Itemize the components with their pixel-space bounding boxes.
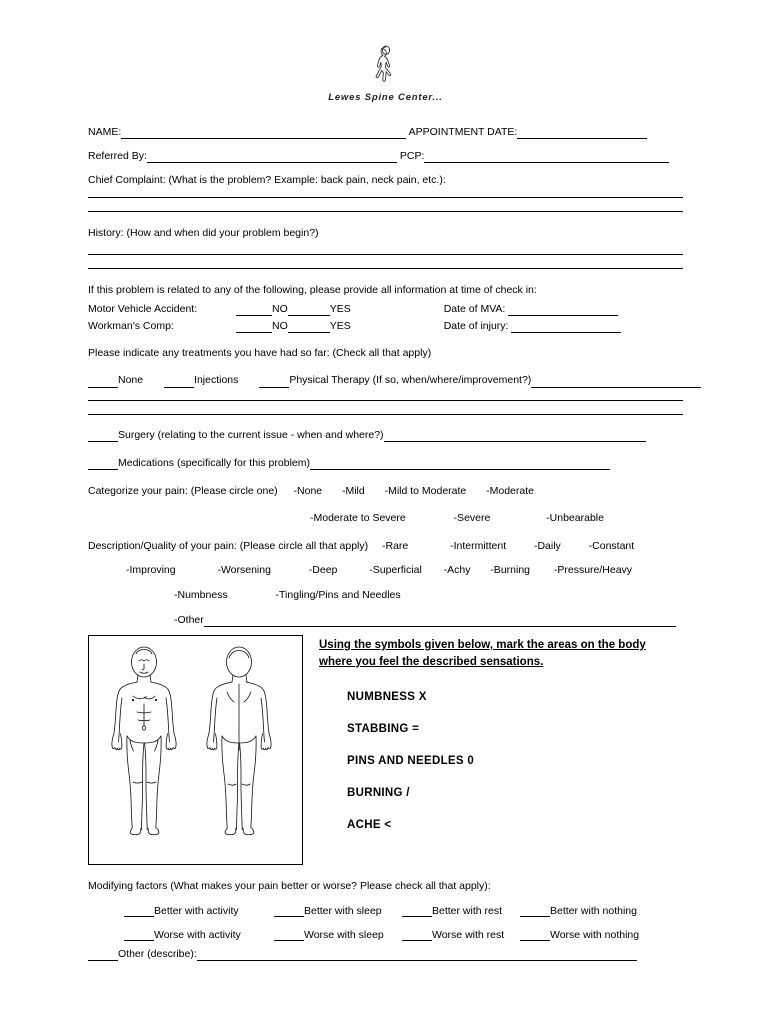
clinic-logo — [88, 28, 683, 103]
worse-activity-blank[interactable] — [124, 929, 154, 941]
human-body-front-back-figure-icon — [89, 636, 302, 864]
pain-category-section — [88, 484, 683, 525]
pain-category-row2 — [88, 511, 683, 525]
name-row — [88, 125, 683, 139]
injury-date-input[interactable] — [511, 321, 621, 333]
history-section — [88, 226, 683, 269]
referred-by-input[interactable] — [147, 151, 397, 163]
wc-yes-label: YES — [329, 320, 351, 333]
quality-intermittent[interactable]: -Intermittent — [450, 540, 507, 553]
better-nothing-blank[interactable] — [520, 905, 550, 917]
better-activity-blank[interactable] — [124, 905, 154, 917]
modifying-other-blank[interactable] — [88, 949, 118, 961]
worse-row — [88, 929, 683, 941]
injury-date-label: Date of injury: — [443, 320, 512, 333]
pain-option-unbearable[interactable]: -Unbearable — [546, 512, 604, 525]
quality-tingling[interactable]: -Tingling/Pins and Needles — [275, 588, 401, 601]
better-nothing-option[interactable] — [520, 905, 650, 917]
workmans-comp-row — [88, 319, 683, 333]
quality-improving[interactable]: -Improving — [126, 564, 176, 577]
referred-row — [88, 149, 683, 163]
modifying-intro: Modifying factors (What makes your pain better or worse? Please check all that apply): — [88, 879, 491, 892]
related-section — [88, 283, 683, 334]
pain-option-mild[interactable]: -Mild — [341, 484, 365, 497]
pain-category-label: Categorize your pain: (Please circle one) — [88, 484, 278, 497]
chief-complaint-line-1[interactable] — [88, 197, 683, 198]
quality-numbness[interactable]: -Numbness — [174, 588, 228, 601]
appointment-label: APPOINTMENT DATE: — [408, 126, 518, 138]
pain-quality-other-row — [88, 613, 683, 627]
worse-rest-label: Worse with rest — [432, 929, 505, 942]
quality-achy[interactable]: -Achy — [443, 564, 471, 577]
better-sleep-blank[interactable] — [274, 905, 304, 917]
pain-quality-row2 — [88, 563, 683, 577]
appointment-date-input[interactable] — [517, 127, 647, 139]
quality-burning[interactable]: -Burning — [490, 564, 531, 577]
pain-quality-row3 — [88, 588, 683, 602]
mva-no-label: NO — [272, 302, 288, 315]
pcp-input[interactable] — [424, 151, 669, 163]
medications-row — [88, 456, 683, 470]
mva-yes-label: YES — [329, 302, 351, 315]
history-line-1[interactable] — [88, 254, 683, 255]
treatment-injections-label: Injections — [194, 374, 239, 387]
mva-yes-blank[interactable] — [288, 304, 330, 316]
worse-activity-label: Worse with activity — [154, 929, 241, 942]
spine-figure-icon — [356, 44, 416, 90]
pcp-label: PCP: — [399, 150, 425, 163]
treatments-section — [88, 346, 683, 470]
modifying-factors-section — [88, 879, 683, 961]
mva-no-blank[interactable] — [236, 304, 272, 316]
workmans-comp-label: Workman's Comp: — [88, 320, 174, 333]
treatment-none-label: None — [118, 374, 144, 387]
pain-option-none[interactable]: -None — [293, 484, 323, 497]
chief-complaint-label: Chief Complaint: (What is the problem? Example: back pain, neck pain, etc.): — [88, 174, 446, 187]
mva-label: Motor Vehicle Accident: — [88, 302, 198, 315]
name-label: NAME: — [88, 126, 122, 138]
injections-checkbox-blank[interactable] — [164, 376, 194, 388]
surgery-row — [88, 428, 683, 442]
better-activity-label: Better with activity — [154, 905, 239, 918]
quality-pressure-heavy[interactable]: -Pressure/Heavy — [553, 564, 633, 577]
better-activity-option[interactable] — [88, 905, 274, 917]
worse-nothing-option[interactable] — [520, 929, 650, 941]
quality-other-input[interactable] — [204, 615, 676, 627]
better-row — [88, 905, 683, 917]
better-sleep-label: Better with sleep — [304, 905, 382, 918]
symbol-stabbing: STABBING = — [347, 723, 420, 736]
better-rest-label: Better with rest — [432, 905, 503, 918]
pt-detail-input[interactable] — [531, 376, 701, 388]
surgery-input[interactable] — [384, 430, 646, 442]
quality-constant[interactable]: -Constant — [588, 540, 635, 553]
chief-complaint-line-2[interactable] — [88, 211, 683, 212]
treatment-pt-label: Physical Therapy (If so, when/where/improvement?) — [289, 374, 532, 387]
related-intro: If this problem is related to any of the following, please provide all information at time of check in: — [88, 283, 537, 296]
better-rest-option[interactable] — [402, 905, 520, 917]
wc-no-label: NO — [272, 320, 288, 333]
quality-deep[interactable]: -Deep — [308, 564, 338, 577]
wc-yes-blank[interactable] — [288, 321, 330, 333]
pain-quality-row1 — [88, 539, 683, 553]
worse-sleep-option[interactable] — [274, 929, 402, 941]
worse-rest-option[interactable] — [402, 929, 520, 941]
surgery-checkbox-blank[interactable] — [88, 430, 118, 442]
modifying-other-input[interactable] — [197, 949, 637, 961]
modifying-other-label: Other (describe): — [118, 948, 197, 961]
treatments-options-row — [88, 373, 683, 387]
medications-checkbox-blank[interactable] — [88, 458, 118, 470]
pain-quality-section — [88, 539, 683, 627]
body-diagram[interactable] — [88, 635, 303, 865]
medications-input[interactable] — [310, 458, 610, 470]
quality-daily[interactable]: -Daily — [533, 540, 561, 553]
mva-date-input[interactable] — [508, 304, 618, 316]
medications-label: Medications (specifically for this problem) — [118, 456, 310, 469]
symbol-pins-and-needles: PINS AND NEEDLES 0 — [347, 755, 475, 768]
treatments-line-2[interactable] — [88, 414, 683, 415]
pain-category-row1 — [88, 484, 683, 498]
referred-by-label: Referred By: — [88, 150, 147, 163]
body-map-instruction-line1: Using the symbols given below, mark the areas on the body — [319, 638, 646, 651]
worse-sleep-label: Worse with sleep — [304, 929, 384, 942]
treatments-line-1[interactable] — [88, 400, 683, 401]
mva-date-label: Date of MVA: — [443, 302, 509, 315]
wc-no-blank[interactable] — [236, 321, 272, 333]
pt-checkbox-blank[interactable] — [259, 376, 289, 388]
better-rest-blank[interactable] — [402, 905, 432, 917]
pain-quality-label: Description/Quality of your pain: (Please circle all that apply) — [88, 540, 369, 553]
body-map-section — [88, 635, 683, 865]
history-label: History: (How and when did your problem begin?) — [88, 226, 319, 239]
quality-superficial[interactable]: -Superficial — [369, 564, 422, 577]
name-input[interactable] — [121, 127, 406, 139]
worse-nothing-blank[interactable] — [520, 929, 550, 941]
surgery-label: Surgery (relating to the current issue - when and where?) — [118, 428, 384, 441]
symbols-legend — [319, 635, 646, 832]
better-sleep-option[interactable] — [274, 905, 402, 917]
symbol-ache: ACHE < — [347, 819, 392, 832]
none-checkbox-blank[interactable] — [88, 376, 118, 388]
worse-sleep-blank[interactable] — [274, 929, 304, 941]
pain-option-moderate-severe[interactable]: -Moderate to Severe — [310, 512, 406, 525]
clinic-name: Lewes Spine Center... — [328, 92, 443, 103]
worse-activity-option[interactable] — [88, 929, 274, 941]
mva-row — [88, 302, 683, 316]
better-nothing-label: Better with nothing — [550, 905, 637, 918]
symbol-numbness: NUMBNESS X — [347, 691, 427, 704]
treatments-intro: Please indicate any treatments you have had so far: (Check all that apply) — [88, 347, 432, 360]
pain-option-moderate[interactable]: -Moderate — [486, 484, 534, 497]
quality-worsening[interactable]: -Worsening — [217, 564, 271, 577]
pain-option-mild-moderate[interactable]: -Mild to Moderate — [384, 484, 467, 497]
modifying-other-row — [88, 947, 683, 961]
symbol-burning: BURNING / — [347, 787, 410, 800]
history-line-2[interactable] — [88, 268, 683, 269]
worse-nothing-label: Worse with nothing — [550, 929, 640, 942]
quality-rare[interactable]: -Rare — [381, 540, 409, 553]
worse-rest-blank[interactable] — [402, 929, 432, 941]
quality-other-label: -Other — [174, 613, 204, 626]
form-sheet — [88, 28, 683, 961]
chief-complaint-section — [88, 173, 683, 211]
pain-option-severe[interactable]: -Severe — [453, 512, 491, 525]
body-map-instruction-line2: where you feel the described sensations. — [319, 656, 544, 669]
